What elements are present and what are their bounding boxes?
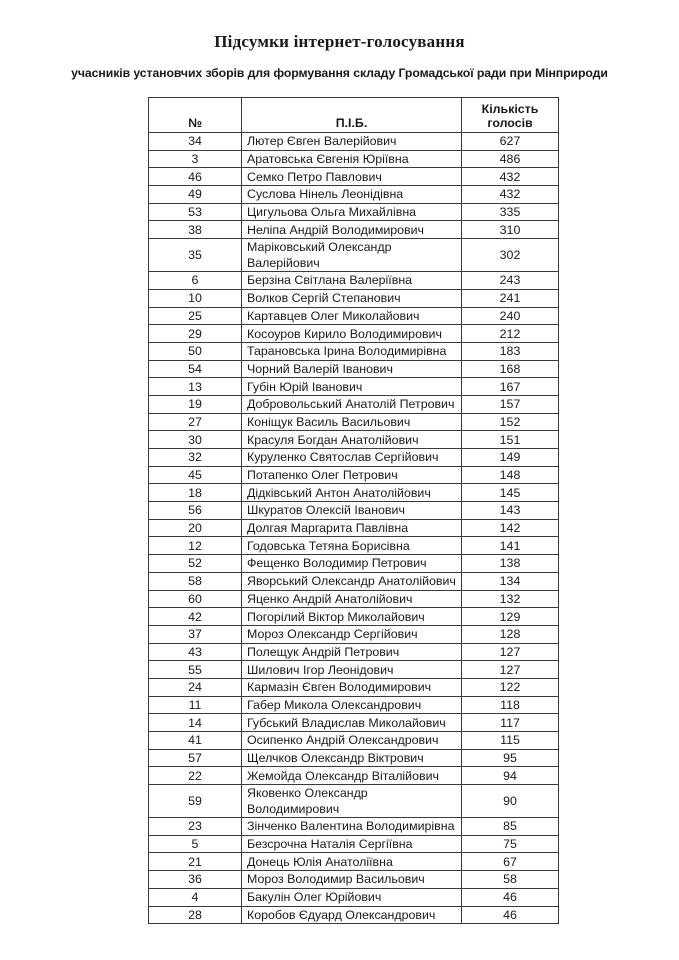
cell-votes: 168 xyxy=(462,360,559,378)
cell-votes: 85 xyxy=(462,818,559,836)
table-row xyxy=(149,678,559,696)
header-votes xyxy=(462,98,559,133)
cell-votes: 46 xyxy=(462,906,559,924)
cell-name: Щелчков Олександр Віктрович xyxy=(242,749,462,767)
table-row xyxy=(149,186,559,204)
cell-name: Долгая Маргарита Павлівна xyxy=(242,519,462,537)
cell-votes: 95 xyxy=(462,749,559,767)
cell-number: 54 xyxy=(149,360,242,378)
table-row xyxy=(149,221,559,239)
cell-name: Шкуратов Олексій Іванович xyxy=(242,502,462,520)
cell-votes: 46 xyxy=(462,888,559,906)
table-row xyxy=(149,853,559,871)
table-row xyxy=(149,732,559,750)
table-row xyxy=(149,871,559,889)
cell-number: 11 xyxy=(149,696,242,714)
cell-votes: 122 xyxy=(462,678,559,696)
cell-name: Коробов Єдуард Олександрович xyxy=(242,906,462,924)
cell-number: 21 xyxy=(149,853,242,871)
cell-number: 58 xyxy=(149,572,242,590)
cell-votes: 627 xyxy=(462,133,559,151)
cell-number: 32 xyxy=(149,449,242,467)
cell-number: 12 xyxy=(149,537,242,555)
table-row xyxy=(149,643,559,661)
cell-name: Добровольський Анатолій Петрович xyxy=(242,395,462,413)
cell-name: Потапенко Олег Петрович xyxy=(242,466,462,484)
table-row xyxy=(149,749,559,767)
table-row xyxy=(149,888,559,906)
cell-number: 19 xyxy=(149,395,242,413)
cell-votes: 145 xyxy=(462,484,559,502)
table-row xyxy=(149,502,559,520)
cell-name: Неліпа Андрій Володимирович xyxy=(242,221,462,239)
cell-votes: 75 xyxy=(462,835,559,853)
table-row xyxy=(149,555,559,573)
header-name: П.І.Б. xyxy=(242,98,462,133)
cell-votes: 243 xyxy=(462,272,559,290)
cell-number: 50 xyxy=(149,342,242,360)
table-row xyxy=(149,449,559,467)
header-votes-label: Кількість голосів xyxy=(481,102,539,130)
cell-name: Габер Микола Олександрович xyxy=(242,696,462,714)
cell-number: 37 xyxy=(149,625,242,643)
cell-votes: 152 xyxy=(462,413,559,431)
cell-name: Косоуров Кирило Володимирович xyxy=(242,325,462,343)
cell-name: Дідківський Антон Анатолійович xyxy=(242,484,462,502)
cell-name: Жемойда Олександр Віталійович xyxy=(242,767,462,785)
cell-number: 24 xyxy=(149,678,242,696)
table-row xyxy=(149,413,559,431)
cell-number: 56 xyxy=(149,502,242,520)
cell-number: 6 xyxy=(149,272,242,290)
cell-number: 57 xyxy=(149,749,242,767)
cell-name: Годовська Тетяна Борисівна xyxy=(242,537,462,555)
table-row xyxy=(149,133,559,151)
cell-votes: 118 xyxy=(462,696,559,714)
table-row xyxy=(149,395,559,413)
table-row xyxy=(149,661,559,679)
cell-name: Коніщук Василь Васильович xyxy=(242,413,462,431)
cell-name: Берзіна Світлана Валеріївна xyxy=(242,272,462,290)
table-row xyxy=(149,431,559,449)
results-table xyxy=(148,97,559,924)
table-row xyxy=(149,239,559,272)
cell-votes: 302 xyxy=(462,239,559,272)
cell-name: Суслова Нінель Леонідівна xyxy=(242,186,462,204)
cell-name: Тарановська Ірина Володимирівна xyxy=(242,342,462,360)
cell-number: 13 xyxy=(149,378,242,396)
table-row xyxy=(149,608,559,626)
table-row xyxy=(149,835,559,853)
cell-name: Семко Петро Павлович xyxy=(242,168,462,186)
cell-number: 14 xyxy=(149,714,242,732)
table-row xyxy=(149,625,559,643)
cell-votes: 241 xyxy=(462,289,559,307)
cell-number: 4 xyxy=(149,888,242,906)
table-row xyxy=(149,484,559,502)
cell-votes: 141 xyxy=(462,537,559,555)
cell-votes: 132 xyxy=(462,590,559,608)
table-row xyxy=(149,203,559,221)
cell-votes: 151 xyxy=(462,431,559,449)
cell-name: Волков Сергій Степанович xyxy=(242,289,462,307)
cell-name: Осипенко Андрій Олександрович xyxy=(242,732,462,750)
cell-votes: 432 xyxy=(462,168,559,186)
cell-name: Красуля Богдан Анатолійович xyxy=(242,431,462,449)
cell-name: Губін Юрій Іванович xyxy=(242,378,462,396)
cell-name: Донець Юлія Анатоліївна xyxy=(242,853,462,871)
cell-votes: 58 xyxy=(462,871,559,889)
cell-name: Куруленко Святослав Сергійович xyxy=(242,449,462,467)
table-row xyxy=(149,272,559,290)
table-row xyxy=(149,590,559,608)
cell-votes: 148 xyxy=(462,466,559,484)
cell-name: Лютер Євген Валерійович xyxy=(242,133,462,151)
table-row xyxy=(149,572,559,590)
cell-number: 41 xyxy=(149,732,242,750)
cell-name: Маріковський Олександр Валерійович xyxy=(242,239,462,272)
cell-votes: 90 xyxy=(462,785,559,818)
document-title: Підсумки інтернет-голосування xyxy=(214,32,465,51)
cell-name: Фещенко Володимир Петрович xyxy=(242,555,462,573)
cell-votes: 310 xyxy=(462,221,559,239)
cell-number: 35 xyxy=(149,239,242,272)
cell-name: Мороз Володимир Васильович xyxy=(242,871,462,889)
cell-votes: 127 xyxy=(462,643,559,661)
header-number: № xyxy=(149,98,242,133)
cell-name: Полещук Андрій Петрович xyxy=(242,643,462,661)
cell-votes: 94 xyxy=(462,767,559,785)
cell-votes: 127 xyxy=(462,661,559,679)
table-row xyxy=(149,378,559,396)
document-subtitle: учасників установчих зборів для формування складу Громадської ради при Мінприроди xyxy=(71,66,608,80)
cell-name: Погорілий Віктор Миколайович xyxy=(242,608,462,626)
table-row xyxy=(149,289,559,307)
cell-number: 23 xyxy=(149,818,242,836)
cell-number: 38 xyxy=(149,221,242,239)
cell-votes: 138 xyxy=(462,555,559,573)
table-row xyxy=(149,342,559,360)
table-header-row xyxy=(149,98,559,133)
cell-name: Яценко Андрій Анатолійович xyxy=(242,590,462,608)
cell-number: 36 xyxy=(149,871,242,889)
cell-votes: 115 xyxy=(462,732,559,750)
table-row xyxy=(149,307,559,325)
cell-name: Чорний Валерій Іванович xyxy=(242,360,462,378)
cell-number: 49 xyxy=(149,186,242,204)
table-row xyxy=(149,466,559,484)
cell-number: 42 xyxy=(149,608,242,626)
cell-name: Цигульова Ольга Михайлівна xyxy=(242,203,462,221)
cell-number: 59 xyxy=(149,785,242,818)
table-row xyxy=(149,150,559,168)
cell-number: 20 xyxy=(149,519,242,537)
table-row xyxy=(149,360,559,378)
table-row xyxy=(149,767,559,785)
cell-name: Аратовська Євгенія Юріївна xyxy=(242,150,462,168)
table-row xyxy=(149,696,559,714)
cell-votes: 167 xyxy=(462,378,559,396)
table-row xyxy=(149,537,559,555)
cell-votes: 117 xyxy=(462,714,559,732)
cell-name: Шилович Ігор Леонідович xyxy=(242,661,462,679)
cell-votes: 157 xyxy=(462,395,559,413)
cell-number: 45 xyxy=(149,466,242,484)
cell-votes: 240 xyxy=(462,307,559,325)
cell-name: Бакулін Олег Юрійович xyxy=(242,888,462,906)
cell-votes: 129 xyxy=(462,608,559,626)
cell-number: 28 xyxy=(149,906,242,924)
cell-number: 3 xyxy=(149,150,242,168)
cell-number: 46 xyxy=(149,168,242,186)
cell-votes: 142 xyxy=(462,519,559,537)
cell-votes: 335 xyxy=(462,203,559,221)
cell-name: Безсрочна Наталія Сергіївна xyxy=(242,835,462,853)
cell-name: Картавцев Олег Миколайович xyxy=(242,307,462,325)
cell-number: 22 xyxy=(149,767,242,785)
cell-votes: 128 xyxy=(462,625,559,643)
cell-votes: 212 xyxy=(462,325,559,343)
cell-name: Зінченко Валентина Володимирівна xyxy=(242,818,462,836)
cell-number: 10 xyxy=(149,289,242,307)
cell-number: 43 xyxy=(149,643,242,661)
table-body xyxy=(149,133,559,924)
cell-number: 52 xyxy=(149,555,242,573)
cell-number: 60 xyxy=(149,590,242,608)
cell-number: 5 xyxy=(149,835,242,853)
table-row xyxy=(149,818,559,836)
cell-votes: 183 xyxy=(462,342,559,360)
cell-name: Губський Владислав Миколайович xyxy=(242,714,462,732)
table-row xyxy=(149,714,559,732)
table-row xyxy=(149,168,559,186)
table-row xyxy=(149,519,559,537)
cell-number: 55 xyxy=(149,661,242,679)
cell-votes: 143 xyxy=(462,502,559,520)
table-row xyxy=(149,785,559,818)
cell-name: Яворський Олександр Анатолійович xyxy=(242,572,462,590)
cell-number: 30 xyxy=(149,431,242,449)
cell-name: Мороз Олександр Сергійович xyxy=(242,625,462,643)
table-row xyxy=(149,325,559,343)
cell-votes: 149 xyxy=(462,449,559,467)
cell-name: Кармазін Євген Володимирович xyxy=(242,678,462,696)
cell-votes: 432 xyxy=(462,186,559,204)
cell-number: 53 xyxy=(149,203,242,221)
cell-number: 29 xyxy=(149,325,242,343)
cell-number: 25 xyxy=(149,307,242,325)
table-row xyxy=(149,906,559,924)
cell-number: 34 xyxy=(149,133,242,151)
cell-votes: 134 xyxy=(462,572,559,590)
cell-number: 27 xyxy=(149,413,242,431)
cell-name: Яковенко Олександр Володимирович xyxy=(242,785,462,818)
cell-number: 18 xyxy=(149,484,242,502)
cell-votes: 486 xyxy=(462,150,559,168)
cell-votes: 67 xyxy=(462,853,559,871)
